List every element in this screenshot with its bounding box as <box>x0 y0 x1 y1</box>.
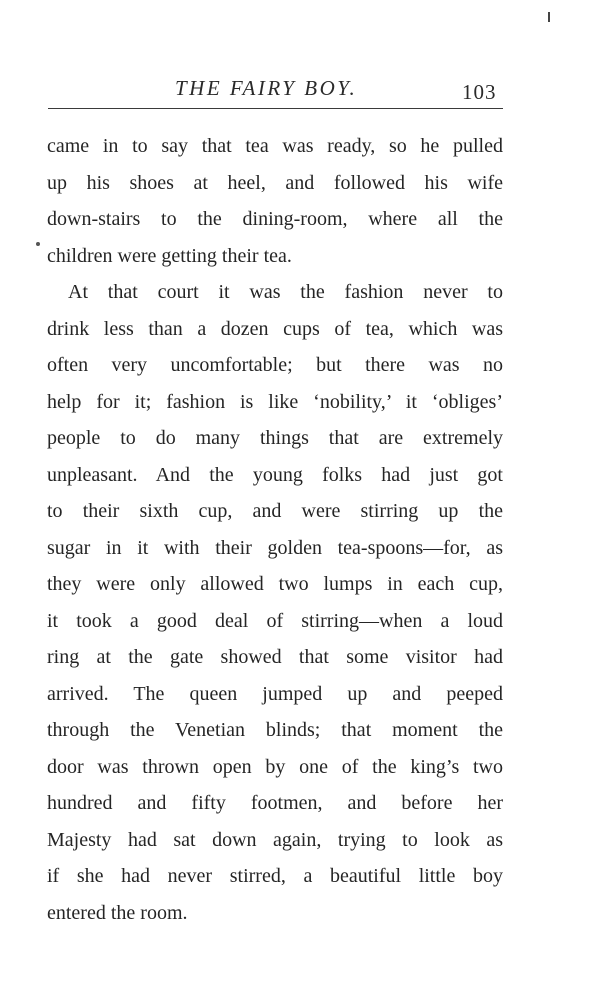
text-line: door was thrown open by one of the king’s two <box>47 755 503 778</box>
text-line: down-stairs to the dining-room, where all the <box>47 208 503 230</box>
text-line: through the Venetian blinds; that moment the <box>47 719 503 741</box>
text-line: children were getting their tea. <box>47 244 292 267</box>
print-speck <box>36 242 40 246</box>
text-line: ring at the gate showed that some visitor had <box>47 646 503 668</box>
text-line: to their sixth cup, and were stirring up the <box>47 500 503 522</box>
page-edge-mark <box>548 12 550 22</box>
running-header-title: THE FAIRY BOY. <box>175 76 358 100</box>
text-line: they were only allowed two lumps in each cup, <box>47 573 503 595</box>
text-line: hundred and fifty footmen, and before her <box>47 792 503 814</box>
text-line: it took a good deal of stirring—when a loud <box>47 609 503 632</box>
text-line: up his shoes at heel, and followed his wife <box>47 171 503 194</box>
text-line: At that court it was the fashion never to <box>68 281 503 303</box>
text-line: people to do many things that are extremely <box>47 427 503 449</box>
text-line: came in to say that tea was ready, so he pulled <box>47 135 503 157</box>
text-line: if she had never stirred, a beautiful little boy <box>47 865 503 887</box>
page-number: 103 <box>462 80 497 104</box>
header-rule <box>48 108 503 109</box>
text-line: drink less than a dozen cups of tea, which was <box>47 317 503 340</box>
text-line: unpleasant. And the young folks had just got <box>47 463 503 486</box>
body-text <box>47 128 503 931</box>
text-line: Majesty had sat down again, trying to look as <box>47 828 503 851</box>
text-line: help for it; fashion is like ‘nobility,’ it ‘obliges’ <box>47 390 503 413</box>
text-line: often very uncomfortable; but there was no <box>47 354 503 376</box>
text-line: arrived. The queen jumped up and peeped <box>47 682 503 705</box>
text-line: entered the room. <box>47 901 188 924</box>
text-line: sugar in it with their golden tea-spoons—for, as <box>47 536 503 559</box>
